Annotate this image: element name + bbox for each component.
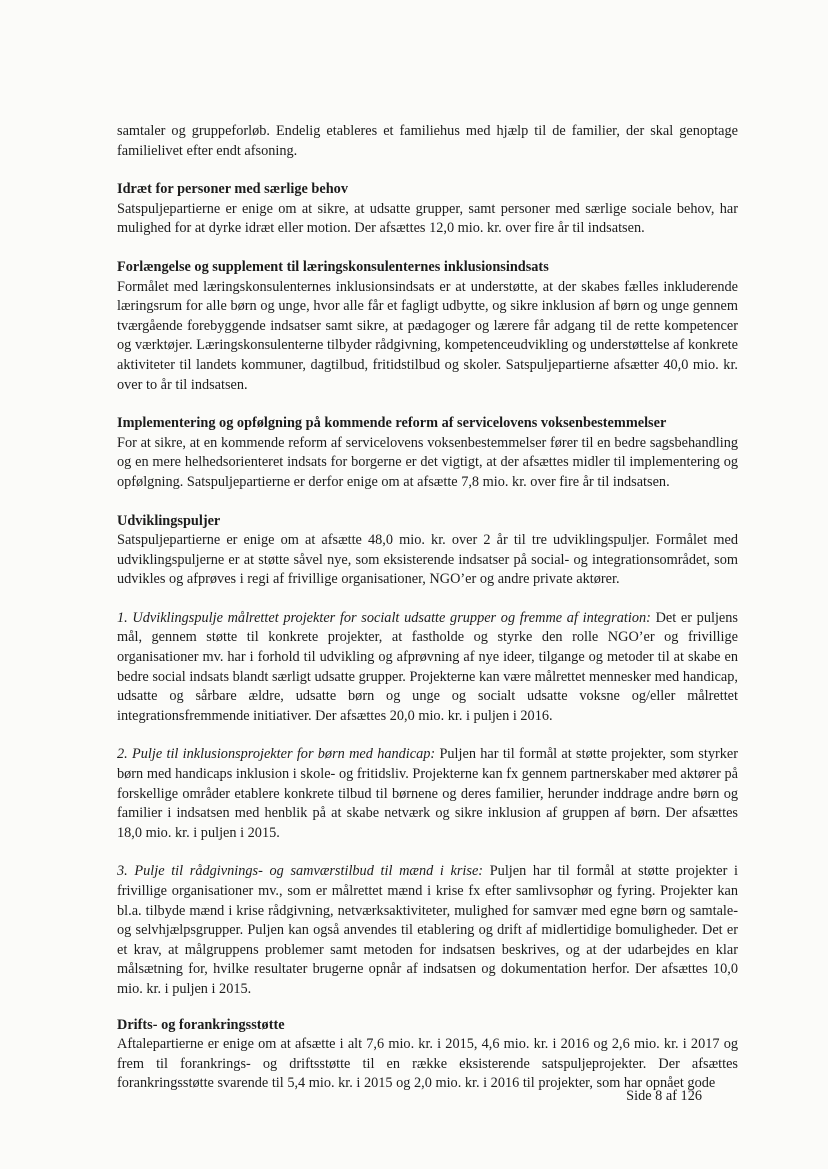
pool-2: [117, 745, 738, 843]
pool-body: Puljen har til formål at støtte projekter i frivillige organisationer mv., som er målrettet mænd i krise fx efter samlivsophør og fyring. Projekter kan bl.a. tilbyde mænd i krise rådgivning, netværksaktiviteter, mulighed for samvær med egne børn og samtale- og selvhjælpsgrupper. Puljen kan også anvendes til etablering og drift af midlertidige bomuligheder. Det er et krav, at målgruppens problemer samt metoden for indsatsen beskrives, og at der udarbejdes en klar målsætning for, hvilke resultater brugerne opnår af indsatsen og dokumentation herfor. Der afsættes 10,0 mio. kr. i puljen i 2015.: [117, 863, 738, 997]
section-body: Aftalepartierne er enige om at afsætte i alt 7,6 mio. kr. i 2015, 4,6 mio. kr. i 2016 og 2,6 mio. kr. i 2017 og frem til forankrings- og driftsstøtte til en række eksisterende satspuljeprojekter. Der afsættes forankringsstøtte svarende til 5,4 mio. kr. i 2015 og 2,0 mio. kr. i 2016 til projekter, som har opnået gode: [117, 1036, 738, 1092]
pool-paragraph: [117, 745, 738, 843]
section-udviklingspuljer: [117, 512, 738, 590]
section-heading: Udviklingspuljer: [117, 512, 221, 529]
intro-paragraph: samtaler og gruppeforløb. Endelig etableres et familiehus med hjælp til de familier, der skal genoptage familielivet efter endt afsoning.: [117, 123, 738, 159]
pool-1: [117, 609, 738, 727]
section-heading: Idræt for personer med særlige behov: [117, 181, 348, 198]
pool-paragraph: [117, 862, 738, 999]
pool-lead: 1. Udviklingspulje målrettet projekter for socialt udsatte grupper og fremme af integration:: [117, 609, 651, 626]
section-body: For at sikre, at en kommende reform af servicelovens voksenbestemmelser fører til en bedre sagsbehandling og en mere helhedsorienteret indsats for borgerne er det vigtigt, at der afsættes midler til implementering og opfølgning. Satspuljepartierne er derfor enige om at afsætte 7,8 mio. kr. over fire år til indsatsen.: [117, 434, 738, 490]
section-drift: [117, 1016, 738, 1094]
page-number: Side 8 af 126: [626, 1088, 702, 1104]
pool-lead: 2. Pulje til inklusionsprojekter for børn med handicap:: [117, 746, 436, 763]
pool-body: Det er puljens mål, gennem støtte til konkrete projekter, at fastholde og styrke den rolle NGO’er og frivillige organisationer mv. har i forhold til udvikling og afprøvning af nye ideer, tilgange og metoder til at skabe en bedre social indsats blandt særligt udsatte grupper. Projekterne kan være målrettet mennesker med handicap, udsatte og sårbare ældre, udsatte børn og unge og socialt udsatte voksne og/eller målrettet integrationsfremmende initiativer. Der afsættes 20,0 mio. kr. i puljen i 2016.: [117, 609, 738, 724]
section-laeringskonsulenter: [117, 258, 738, 395]
intro-block: [117, 122, 738, 161]
section-body: Formålet med læringskonsulenternes inklusionsindsats er at understøtte, at der skabes fælles inkluderende læringsrum for alle børn og unge, hvor alle får et fagligt udbytte, og sikre inklusion af børn og unge gennem tværgående forebyggende indsatser samt sikre, at pædagoger og lærere får adgang til de rette kompetencer og værktøjer. Læringskonsulenterne tilbyder rådgivning, kompetenceudvikling og understøttelse af konkrete aktiviteter til landets kommuner, dagtilbud, fritidstilbud og skoler. Satspuljepartierne afsætter 40,0 mio. kr. over to år til indsatsen.: [117, 278, 738, 393]
section-implementering: [117, 414, 738, 492]
section-heading: Forlængelse og supplement til læringskonsulenternes inklusionsindsats: [117, 258, 549, 275]
section-heading: Implementering og opfølgning på kommende reform af servicelovens voksenbestemmelser: [117, 415, 667, 432]
section-body: Satspuljepartierne er enige om at sikre, at udsatte grupper, samt personer med særlige sociale behov, har mulighed for at dyrke idræt eller motion. Der afsættes 12,0 mio. kr. over fire år til indsatsen.: [117, 200, 738, 237]
section-body: Satspuljepartierne er enige om at afsætte 48,0 mio. kr. over 2 år til tre udviklingspuljer. Formålet med udviklingspuljerne er at støtte såvel nye, som eksisterende indsatser på social- og integrationsområdet, som udvikles og afprøves i regi af frivillige organisationer, NGO’er og andre private aktører.: [117, 532, 738, 588]
pool-3: [117, 862, 738, 999]
pool-body: Puljen har til formål at støtte projekter, som styrker børn med handicaps inklusion i skole- og fritidsliv. Projekterne kan fx gennem partnerskaber med aktører på forskellige områder etablere konkrete tilbud til børnene og deres familier, herunder inddrage andre børn og familier i indsatsen med henblik på at skabe netværk og sikre inklusion af gruppen af børn. Der afsættes 18,0 mio. kr. i puljen i 2015.: [117, 746, 739, 841]
section-idraet: [117, 180, 738, 239]
pool-lead: 3. Pulje til rådgivnings- og samværstilbud til mænd i krise:: [117, 863, 484, 880]
section-heading: Drifts- og forankringsstøtte: [117, 1016, 285, 1033]
pool-paragraph: [117, 609, 738, 727]
